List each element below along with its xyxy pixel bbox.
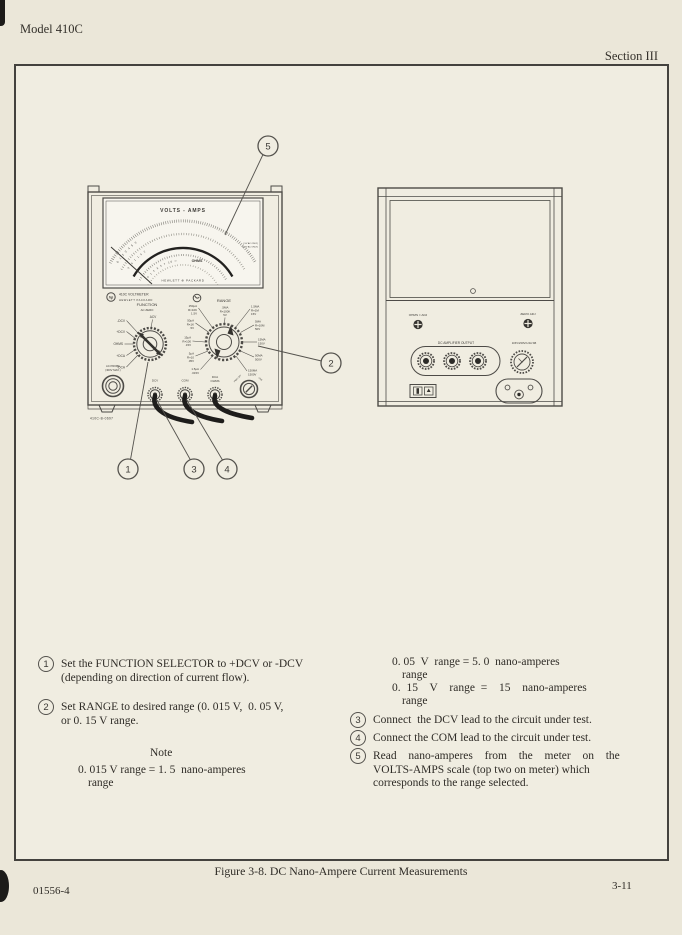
fuse-holder [511, 351, 533, 373]
callout-5 [258, 136, 278, 156]
step-1-number: 1 [38, 656, 54, 672]
function-pos-pdcv: +DCV [116, 330, 125, 334]
range-label: .5MA [221, 305, 229, 310]
power-line-label: LINE [257, 377, 263, 382]
function-pos-mdcv: -DCV [117, 319, 125, 323]
step-1-line-2: (depending on direction of current flow). [61, 671, 250, 684]
range-label: R×100K [219, 309, 231, 314]
range-selector [182, 298, 265, 376]
power-socket [496, 379, 542, 403]
header-section: Section III [604, 49, 658, 63]
range-label: 150MA [248, 368, 258, 373]
dc-output-label: DC AMPLIFIER OUTPUT [437, 341, 475, 345]
fuse-label: 115V/230V/1/4A SB [511, 341, 537, 345]
range-label: R×10K [188, 307, 197, 312]
step-5-line-2: VOLTS-AMPS scale (top two on meter) which [373, 763, 590, 776]
range-label: 5V [223, 313, 227, 318]
ohms-adj-label: OHMS = ADJ [408, 313, 428, 317]
range-label: 5µA [188, 351, 194, 356]
range-label: R×1M [251, 308, 259, 313]
header-model: Model 410C [20, 22, 83, 36]
note-2-line-2: range [402, 669, 428, 681]
range-label: 1.5µA [191, 367, 199, 371]
step-4-number: 4 [350, 730, 366, 746]
step-5-line-3: corresponds to the range selected. [373, 777, 529, 789]
svg-text:1: 1 [125, 464, 131, 476]
function-pos-acv: ACV [149, 315, 157, 319]
step-3-number: 3 [350, 712, 366, 728]
range-label: 150V [258, 341, 265, 346]
ohms-scale-numbers: 0 1 2 3 5 7 10 ∞ [146, 259, 178, 279]
step-2-number: 2 [38, 699, 54, 715]
step-2-line-1: Set RANGE to desired range (0. 015 V, 0. 05 V, [61, 701, 284, 713]
dc-output-connectors [411, 347, 500, 376]
callout-1 [118, 459, 138, 479]
svg-text:2: 2 [328, 358, 334, 370]
jack-label-dcv: DCV [151, 378, 159, 383]
note-2-line-1: 0. 05 V range = 5. 0 nano-amperes [392, 656, 560, 668]
ac-probe-jack [103, 364, 124, 397]
function-pos-pdca: +DCA [116, 354, 125, 358]
meter-title: VOLTS - AMPS [160, 208, 206, 214]
step-1-line-1: Set the FUNCTION SELECTOR to +DCV or -DCV [61, 658, 304, 670]
line-voltage-switch [410, 385, 436, 398]
range-label: .05V [188, 359, 194, 364]
range-label: 5MA [255, 319, 261, 324]
meter-brand: HEWLETT ⊕ PACKARD [161, 278, 205, 283]
step-4-text: Connect the COM lead to the circuit under test. [373, 732, 592, 744]
range-label: 50MA [255, 353, 263, 358]
jack-label-dca-1: DCA [211, 375, 219, 379]
range-label: 15µA [184, 335, 191, 340]
range-label: R×10M [255, 323, 265, 328]
range-label: 15MA [258, 337, 266, 342]
range-label: .15V [185, 343, 191, 348]
brand-label: HEWLETT PACKARD [119, 298, 153, 302]
range-label: 1.5MA [251, 304, 260, 309]
note-1-line-1: 0. 015 V range = 1. 5 nano-amperes [78, 764, 246, 776]
callout-2 [321, 353, 341, 373]
meter-ac-note-1: (.5V AC ONLY) [243, 243, 258, 245]
range-label: R×10 [187, 355, 194, 360]
range-label: .015V [191, 370, 199, 375]
range-knob [206, 324, 242, 360]
callout-3 [184, 459, 204, 479]
zero-adj-label: ZERO ADJ [520, 312, 536, 316]
footer-part-number: 01556-4 [33, 885, 70, 897]
front-panel-drawing [88, 186, 282, 422]
range-label: 50µA [187, 318, 194, 323]
step-3-text: Connect the DCV lead to the circuit under test. [373, 714, 592, 726]
svg-text:4: 4 [224, 464, 230, 476]
note-3-line-2: range [402, 695, 428, 707]
note-1-line-2: range [88, 777, 114, 789]
figure-caption: Figure 3-8. DC Nano-Ampere Current Measurements [214, 864, 468, 878]
ohms-scale-label: OHMS [191, 259, 203, 263]
function-selector [113, 302, 166, 370]
meter-ac-note-2: (1.5V AC ONLY) [242, 246, 258, 249]
instrument-badge [107, 293, 201, 302]
rear-panel-drawing [378, 188, 562, 406]
range-label: 50V [255, 327, 261, 332]
range-label: .5V [189, 326, 194, 331]
footer-page-number: 3-11 [612, 880, 632, 892]
function-title: FUNCTION [136, 302, 158, 307]
step-2-line-2: or 0. 15 V range. [61, 714, 139, 727]
range-label: 1500V [248, 372, 257, 377]
jack-label-com: COM [181, 378, 189, 383]
range-label: R×1K [186, 322, 194, 327]
rear-vent-hole [471, 289, 476, 294]
step-5-line-1: Read nano-amperes from the meter on the [373, 750, 620, 762]
hp-logo-text: hp [108, 295, 114, 300]
ac-probe-label-1: AC PROBE [106, 365, 120, 368]
model-label: 410C VOLTMETER [119, 292, 149, 297]
callout-4 [217, 459, 237, 479]
note-3-line-1: 0. 15 V range = 15 nano-amperes [392, 682, 587, 694]
amps-scale-numbers: 0 .5 1 1.5 2 [127, 249, 147, 270]
function-pos-mdca: -DCA [117, 365, 125, 370]
ac-probe-label-2: (300V MAX.) [105, 368, 121, 372]
step-5-number: 5 [350, 748, 366, 764]
ohms-adj-screw [413, 320, 422, 329]
zero-adj-screw [523, 319, 532, 328]
power-knob [234, 374, 263, 397]
range-label: R×100 [182, 339, 191, 344]
part-number: 410C-B-0697 [90, 416, 114, 421]
function-pos-ohms: OHMS [113, 342, 123, 346]
volts-scale-numbers: 0 1 2 3 4 5 6 [115, 239, 139, 264]
range-label: 500V [255, 357, 262, 362]
jack-label-dca-2: OHMS [210, 378, 220, 383]
range-label: 15V [251, 312, 257, 317]
note-title: Note [150, 747, 173, 759]
range-label: 1.5V [191, 311, 197, 316]
range-label: 150µA [188, 304, 197, 308]
svg-text:3: 3 [191, 464, 197, 476]
function-subtitle: AC ZERO [140, 308, 154, 312]
power-off-label: PWR OFF [233, 374, 243, 384]
range-title: RANGE [216, 298, 232, 303]
meter-face [103, 198, 263, 288]
svg-text:5: 5 [265, 141, 271, 153]
